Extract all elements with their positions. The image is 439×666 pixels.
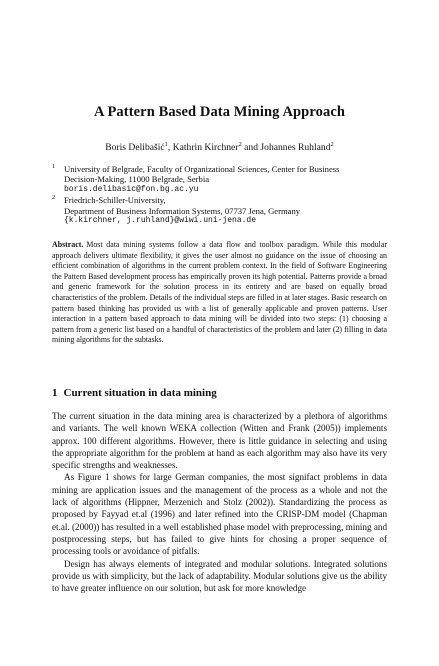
affiliation-line: University of Belgrade, Faculty of Organizational Sciences, Center for Business (64, 164, 340, 174)
section-heading (52, 387, 387, 399)
affiliation-line: Decision-Making, 11000 Belgrade, Serbia (64, 174, 210, 185)
author-affiliation-mark: 2 (238, 140, 242, 148)
body-paragraph: The current situation in the data mining area is characterized by a plethora of algorithms and variants. The well known WEKA collection (Witten and Frank (2005)) implements approx. 100 different algorithms. However, there is little guidance in selecting and using the appropriate algorithm for the problem at hand as each algorithm may also have its very specific strengths and weaknesses. (52, 411, 387, 471)
affiliation-email: boris.delibasic@fon.bg.ac.yu (64, 184, 199, 194)
affiliation-2 (52, 195, 392, 226)
author-affiliation-mark: 2 (330, 140, 334, 148)
affiliation-number: 2 (52, 194, 56, 202)
author-list (0, 142, 439, 153)
section-body (52, 410, 387, 594)
author-name: Boris Delibašić (105, 142, 165, 153)
abstract (52, 240, 387, 346)
abstract-label: Abstract. (52, 240, 84, 249)
affiliation-line: Department of Business Information Systems, 07737 Jena, Germany (64, 205, 301, 216)
affiliation-email: {k.kirchner, j.ruhland}@wiwi.uni-jena.de (64, 216, 257, 226)
author-name: Johannes Ruhland (260, 142, 331, 153)
affiliations (52, 164, 392, 226)
author-separator: and (241, 142, 261, 153)
paper-title: A Pattern Based Data Mining Approach (93, 104, 346, 120)
affiliation-line: Friedrich-Schiller-University, (64, 195, 166, 206)
author-separator: , (167, 142, 173, 153)
section-title: Current situation in data mining (63, 387, 217, 399)
abstract-text: Most data mining systems follow a data flow and toolbox paradigm. While this modular approach delivers ultimate flexibility, it gives the user almost no guidance on the issue of choosing an efficient combination of algorithms in the current problem context. In the field of Software Engineering the Pattern Based development process has empirically proven its high potential. Patterns provide a broad and generic framework for the solution process in its entirety and are based on equally broad characteristics of the problem. Details of the individual steps are filled in at later stages. Basic research on pattern based thinking has provided us with a list of generally applicable and proven patterns. User interaction in a pattern based approach to data mining will be divided into two steps: (1) choosing a pattern from a generic list based on a handful of characteristics of the problem and later (2) filling in data mining algorithms for the subtasks. (52, 240, 387, 345)
affiliation-number: 1 (52, 163, 56, 170)
section-number: 1 (52, 387, 58, 399)
author-affiliation-mark: 1 (164, 140, 168, 148)
body-paragraph: Design has always elements of integrated and modular solutions. Integrated solutions provide us with simplicity, but the lack of adaptability. Modular solutions give us the ability to have greater influence on our solution, but ask for more knowledge (52, 558, 387, 594)
affiliation-1 (52, 164, 392, 195)
author-name: Kathrin Kirchner (172, 142, 239, 153)
body-paragraph: As Figure 1 shows for large German companies, the most signifact problems in data mining are application issues and the management of the process as a whole and not the lack of algorithms (Hippner, Merzenich and Stolz (2002)). Standardizing the process as proposed by Fayyad et.al (1996) and later refined into the CRISP-DM model (Chapman et.al. (2000)) has resulted in a well established phase model with preprocessing, mining and postprocessing steps, but has failed to give hints for chosing a proper sequence of processing tools or avoidance of pitfalls. (52, 472, 387, 557)
